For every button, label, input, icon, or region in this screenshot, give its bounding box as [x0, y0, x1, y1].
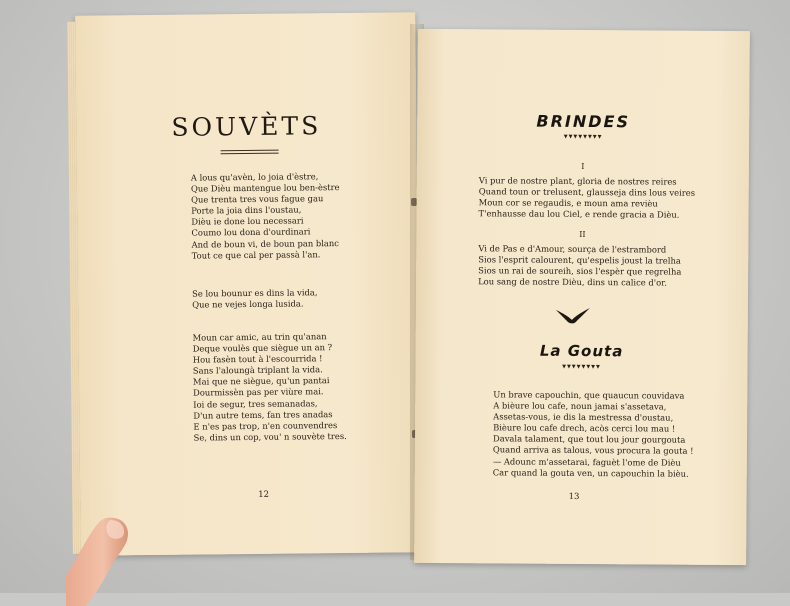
poem-line: Porte la joia dins l'oustau,	[191, 204, 302, 216]
poem-line: And de boun vi, de boun pan blanc	[191, 237, 340, 250]
left-page	[75, 12, 421, 556]
right-page	[414, 29, 750, 565]
stanza-2	[192, 287, 318, 311]
poem-line: Sios un rai de soureih, sios l'espèr que regrelha	[478, 265, 682, 277]
poem-line: Dourmissèn pas per viùre mai.	[193, 386, 324, 399]
poem-line: Assetas-vous, ie dis la mestressa d'oustau,	[493, 411, 674, 423]
second-title: La Gouta	[539, 341, 624, 361]
poem-line: Quand toun or trelusent, glausseja dins lous veires	[478, 186, 696, 198]
poem-line: A lous qu'avèn, lo joia d'èstre,	[190, 171, 319, 183]
poem-line: Quand arriva as talous, vous procura la gouta !	[492, 444, 694, 457]
poem-line: Mai que ne siègue, qu'un pantai	[192, 375, 330, 387]
poem-line: D'un autre tems, fan tres anadas	[193, 408, 333, 421]
poem-line: Vi de Pas e d'Amour, sourça de l'estrambord	[478, 243, 667, 255]
poem-line: Ioi de segur, tres semanadas,	[193, 397, 318, 410]
poem-line: Un brave capouchin, que quaucun couvidava	[493, 389, 685, 401]
page-number-left: 12	[258, 489, 270, 500]
poem-line: Vi pur de nostre plant, gloria de nostres reires	[478, 175, 677, 187]
poem-line: Dièu ie done lou necessari	[191, 215, 304, 227]
brindes-stanza-2	[478, 243, 682, 289]
poem-line: — Adounc m'assetarai, faguèt l'ome de Dièu	[492, 455, 681, 468]
poem-line: Coumo lou dona d'ourdinari	[191, 226, 311, 239]
ornament-divider-2: ▼▼▼▼▼▼▼▼	[562, 363, 601, 371]
poem-line: Se, dins un cop, vou' n souvète tres.	[193, 430, 347, 443]
page-number-right: 13	[568, 491, 580, 502]
left-page-title: SOUVÈTS	[171, 111, 322, 142]
right-page-title: BRINDES	[536, 111, 631, 132]
poem-line: Se lou bounur es dins la vida,	[192, 287, 318, 299]
section-numeral-2: II	[579, 229, 586, 240]
stanza-3	[193, 331, 347, 444]
poem-line: Hou fasèn tout à l'escourrida !	[192, 353, 323, 365]
poem-line: Lou sang de nostre Dièu, dins un calice d'or.	[478, 276, 667, 288]
poem-line: Que Dièu mantengue lou ben-èstre	[190, 182, 340, 194]
poem-line: Sans l'aloungà triplant la vida.	[192, 364, 323, 376]
section-numeral-1: I	[581, 161, 585, 172]
poem-line: Moun cor se regaudis, e moun ama revièu	[478, 197, 658, 209]
poem-line: Que ne vejes longa lusida.	[192, 298, 304, 310]
poem-line: Davala talament, que tout lou jour gourgouta	[492, 433, 686, 446]
title-rule	[221, 150, 279, 155]
poem-line: Car quand la gouta ven, un capouchin la bièu.	[492, 467, 689, 479]
poem-line: Bièure lou cafe drech, acòs cerci lou mau !	[493, 422, 676, 434]
poem-line: T'enhausse dau lou Ciel, e rende gracia a Dièu.	[478, 208, 680, 220]
gouta-poem	[493, 389, 694, 479]
poem-line: Que trenta tres vous fague gau	[191, 193, 324, 205]
poem-line: Tout ce que cal per passà l'an.	[191, 248, 321, 261]
poem-line: Sios l'esprit calourent, qu'espelis joust la trelha	[478, 254, 681, 266]
poem-line: Deque voulès que siègue un an ?	[192, 342, 333, 354]
poem-line: Moun car amic, au trin qu'anan	[192, 331, 327, 343]
swallow-icon	[554, 306, 592, 326]
ornament-divider: ▼▼▼▼▼▼▼▼	[563, 133, 603, 141]
poem-line: A bièure lou cafe, noun jamai s'assetava,	[493, 400, 667, 412]
poem-line: E n'es pas trop, n'en counvendres	[193, 419, 338, 432]
stanza-1	[191, 171, 341, 261]
brindes-stanza-1	[479, 175, 696, 221]
